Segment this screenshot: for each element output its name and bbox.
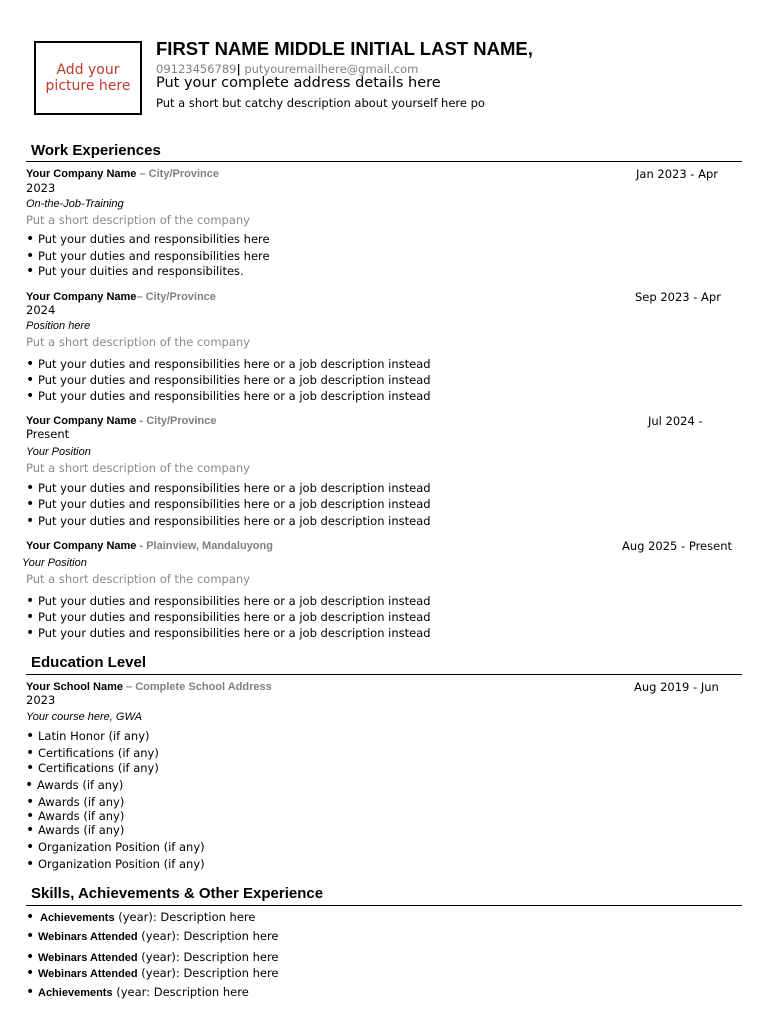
section-divider (26, 161, 742, 162)
education-item: • Organization Position (if any) (26, 856, 205, 872)
job-date: Jan 2023 - Apr (636, 167, 719, 181)
skill-item: • Achievements (year: Description here (26, 984, 249, 1000)
duty-item: • Put your duties and responsibilities here or a job description instead (26, 388, 431, 404)
job-position: On-the-Job-Training (26, 198, 124, 210)
duty-item: • Put your duties and responsibilities here or a job description instead (26, 480, 431, 496)
phone-number: 09123456789 (156, 62, 237, 76)
duty-item: • Put your duties and responsibilities here or a job description instead (26, 593, 431, 609)
education-item: • Awards (if any) (26, 822, 125, 838)
education-item: • Awards (if any) (26, 794, 125, 810)
school-address: – Complete School Address (122, 681, 272, 693)
duty-item: • Put your duties and responsibilities here (26, 248, 270, 264)
company-description: Put a short description of the company (26, 572, 250, 586)
company-location: – City/Province (136, 168, 219, 180)
duty-item: • Put your duties and responsibilities here or a job description instead (26, 496, 431, 512)
duty-item: • Put your duties and responsibilities here or a job description instead (26, 625, 431, 641)
company-description: Put a short description of the company (26, 213, 250, 227)
job-position: Your Position (26, 446, 91, 458)
address: Put your complete address details here (156, 75, 441, 91)
contact-line (156, 62, 418, 76)
duty-item: • Put your duties and responsibilities here (26, 231, 270, 247)
photo-placeholder-text: Add your picture here (45, 62, 131, 94)
duty-item: • Put your duties and responsibilities here or a job description instead (26, 609, 431, 625)
company-name: Your Company Name (26, 540, 137, 552)
company-location: - Plainview, Mandaluyong (136, 540, 273, 552)
skill-item: • Webinars Attended (year): Description here (26, 949, 279, 965)
skills-heading: Skills, Achievements & Other Experience (31, 885, 324, 902)
education-item: • Certifications (if any) (26, 760, 159, 776)
email-address: putyouremailhere@gmail.com (240, 62, 419, 76)
job-date-continued: 2024 (26, 303, 56, 317)
job-company (26, 291, 216, 303)
school-line (26, 681, 272, 693)
company-description: Put a short description of the company (26, 335, 250, 349)
company-name: Your Company Name (26, 291, 137, 303)
job-position: Position here (26, 320, 91, 332)
duty-item: • Put your duties and responsibilities here or a job description instead (26, 372, 431, 388)
job-company (26, 415, 217, 427)
school-name: Your School Name (26, 681, 123, 693)
company-location: - City/Province (136, 415, 217, 427)
job-date-continued: 2023 (26, 181, 56, 195)
education-item: • Awards (if any) (26, 808, 125, 824)
section-divider (26, 905, 742, 906)
education-item: • Organization Position (if any) (26, 839, 205, 855)
skill-item: • Webinars Attended (year): Description here (26, 928, 279, 944)
duty-item: • Put your duties and responsibilities here or a job description instead (26, 356, 431, 372)
education-date: Aug 2019 - Jun (634, 680, 719, 694)
course: Your course here, GWA (26, 711, 142, 723)
work-experiences-heading: Work Experiences (31, 142, 161, 159)
tagline: Put a short but catchy description about yourself here po (156, 96, 485, 110)
job-date: Sep 2023 - Apr (635, 290, 721, 304)
job-date: Aug 2025 - Present (622, 539, 732, 553)
education-item: • Certifications (if any) (26, 745, 159, 761)
job-date: Jul 2024 - (648, 414, 703, 428)
contact-separator: | (236, 62, 241, 76)
education-item: • Awards (if any) (25, 777, 124, 793)
duty-item: • Put your duties and responsibilities here or a job description instead (26, 513, 431, 529)
full-name: FIRST NAME MIDDLE INITIAL LAST NAME, (156, 38, 533, 59)
profile-photo-placeholder[interactable] (34, 41, 142, 115)
company-location: – City/Province (136, 291, 216, 303)
company-description: Put a short description of the company (26, 461, 250, 475)
skill-item: • Webinars Attended (year): Description here (26, 965, 279, 981)
education-item: • Latin Honor (if any) (26, 728, 150, 744)
job-date-continued: Present (26, 427, 70, 441)
education-heading: Education Level (31, 654, 147, 671)
skill-item: • Achievements (year): Description here (26, 909, 256, 925)
education-date-continued: 2023 (26, 693, 56, 707)
company-name: Your Company Name (26, 415, 137, 427)
job-position: Your Position (22, 557, 87, 569)
company-name: Your Company Name (26, 168, 137, 180)
duty-item: • Put your duities and responsibilites. (26, 263, 244, 279)
section-divider (26, 674, 742, 675)
job-company (26, 540, 273, 552)
job-company (26, 168, 219, 180)
